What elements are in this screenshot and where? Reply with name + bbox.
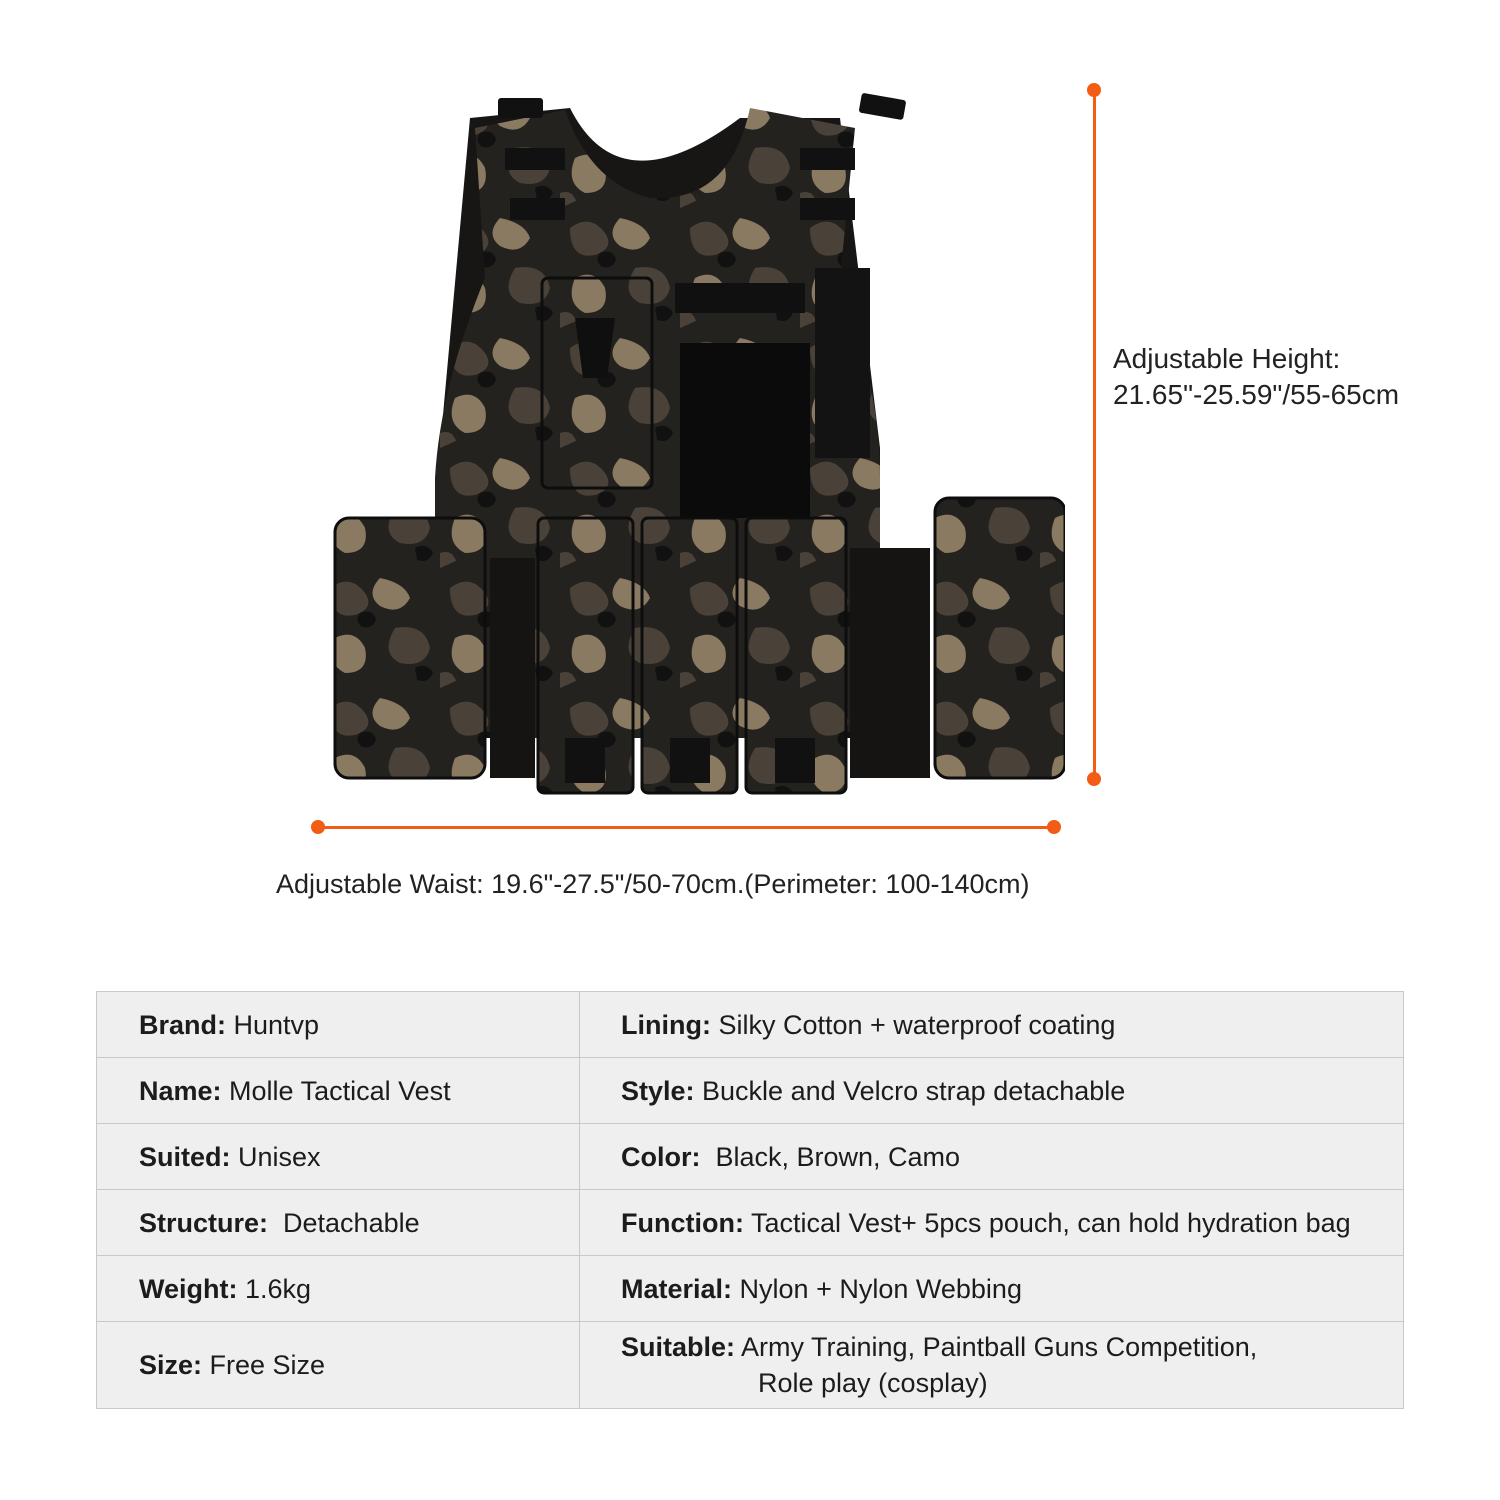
spec-cell-style [580,1058,1404,1124]
spec-row [97,1322,1404,1409]
spec-value: Unisex [230,1141,321,1172]
spec-key: Style: [621,1075,695,1106]
tactical-vest-image [320,88,1065,798]
spec-key: Color: [621,1141,701,1172]
spec-row [97,1256,1404,1322]
waist-dimension-left-dot [311,820,325,834]
height-dimension-top-dot [1087,83,1101,97]
spec-cell-weight [97,1256,580,1322]
spec-value: Huntvp [226,1009,320,1040]
spec-value: 1.6kg [237,1273,312,1304]
spec-cell-brand [97,992,580,1058]
waist-dimension-line [318,826,1055,829]
spec-value: Detachable [268,1207,420,1238]
spec-key: Suited: [139,1141,231,1172]
spec-cell-function [580,1190,1404,1256]
spec-value: Molle Tactical Vest [221,1075,451,1106]
height-label-line2: 21.65"-25.59"/55-65cm [1113,379,1400,410]
spec-key: Function: [621,1207,744,1238]
spec-row [97,1058,1404,1124]
spec-key: Suitable: [621,1332,736,1362]
spec-key: Weight: [139,1273,238,1304]
spec-value: Nylon + Nylon Webbing [732,1273,1022,1304]
spec-cell-suitable [580,1322,1404,1409]
spec-cell-suited [97,1124,580,1190]
waist-label: Adjustable Waist: 19.6"-27.5"/50-70cm.(Perimeter: 100-140cm) [276,869,1030,899]
spec-cell-lining [580,992,1404,1058]
spec-key: Structure: [139,1207,269,1238]
spec-value: Army Training, Paintball Guns Competition, [735,1332,1258,1362]
spec-value-continuation: Role play (cosplay) [758,1368,988,1398]
height-label [1113,341,1399,413]
spec-key: Name: [139,1075,222,1106]
height-dimension-line [1093,90,1096,780]
height-dimension-bottom-dot [1087,772,1101,786]
spec-value: Black, Brown, Camo [700,1141,961,1172]
spec-cell-color [580,1124,1404,1190]
spec-key: Material: [621,1273,733,1304]
spec-key: Brand: [139,1009,226,1040]
spec-key: Lining: [621,1009,711,1040]
spec-value: Silky Cotton + waterproof coating [710,1009,1116,1040]
spec-row [97,992,1404,1058]
waist-dimension-right-dot [1047,820,1061,834]
spec-cell-material [580,1256,1404,1322]
spec-value: Buckle and Velcro strap detachable [694,1075,1126,1106]
spec-cell-size [97,1322,580,1409]
height-label-line1: Adjustable Height: [1113,343,1341,374]
spec-value: Tactical Vest+ 5pcs pouch, can hold hydration bag [743,1207,1351,1238]
spec-row [97,1190,1404,1256]
spec-key: Size: [139,1350,203,1380]
spec-value: Free Size [202,1350,326,1380]
spec-cell-structure [97,1190,580,1256]
spec-table [96,991,1404,1409]
spec-row [97,1124,1404,1190]
spec-cell-name [97,1058,580,1124]
